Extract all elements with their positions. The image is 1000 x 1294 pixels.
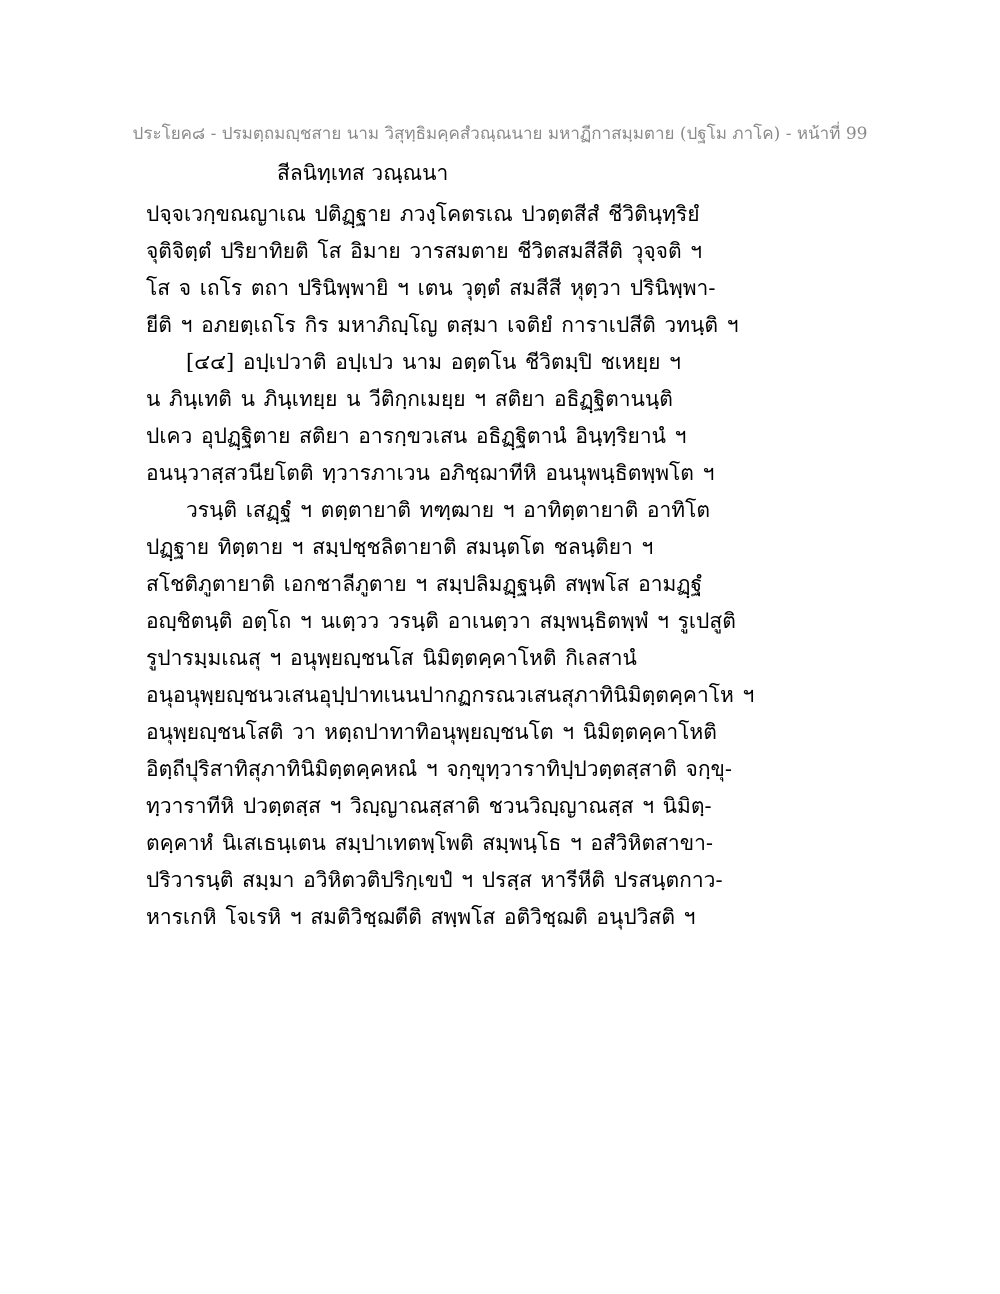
text-line: หารเกหิ โจเรหิ ฯ สมติวิชฺฌตีติ สพฺพโส อติวิชฺฌติ อนุปวิสติ ฯ [146, 905, 696, 929]
running-header: ประโยค๘ - ปรมตฺถมญฺชสาย นาม วิสุทฺธิมคฺคสํวณฺณนาย มหาฏีกาสมฺมตาย (ปฐโม ภาโค) - หน้าที่ 99 [132, 124, 868, 144]
text-line: จุติจิตฺตํ ปริยาทิยติ โส อิมาย วารสมตาย ชีวิตสมสีสีติ วุจฺจติ ฯ [146, 239, 703, 263]
text-line: อนุอนุพฺยญฺชนวเสนอุปฺปาทเนนปากฏกรณวเสนสุภาทินิมิตฺตคฺคาโห ฯ [146, 683, 755, 707]
text-line: อญฺชิตนฺติ อตฺโถ ฯ นเตฺวว วรนฺติ อาเนตฺวา สมฺพนฺธิตพฺพํ ฯ รูเปสูติ [146, 609, 736, 633]
text-line: ปริวารนฺติ สมฺมา อวิหิตวติปริกฺเขปํ ฯ ปรสฺส หารีหีติ ปรสนฺตกาว- [146, 868, 723, 892]
text-line: ปฏฺฐาย ทิตฺตาย ฯ สมฺปชฺชลิตายาติ สมนฺตโต ชลนฺติยา ฯ [146, 535, 654, 559]
text-line: อนุพฺยญฺชนโสติ วา หตฺถปาทาทิอนุพฺยญฺชนโต ฯ นิมิตฺตคฺคาโหติ [146, 720, 717, 744]
text-line: อิตฺถีปุริสาทิสุภาทินิมิตฺตคฺคหณํ ฯ จกฺขุทฺวาราทิปฺปวตฺตสฺสาติ จกฺขุ- [146, 757, 733, 781]
text-line: อนนฺวาสฺสวนียโตติ ทฺวารภาเวน อภิชฺฌาทีหิ อนนุพนฺธิตพฺพโต ฯ [146, 461, 715, 485]
text-line: ทฺวาราทีหิ ปวตฺตสฺส ฯ วิญฺญาณสฺสาติ ชวนวิญฺญาณสฺส ฯ นิมิตฺ- [146, 794, 712, 818]
text-line: รูปารมฺมเณสุ ฯ อนุพฺยญฺชนโส นิมิตฺตคฺคาโหติ กิเลสานํ [146, 646, 637, 670]
text-line: โส จ เถโร ตถา ปรินิพฺพายิ ฯ เตน วุตฺตํ สมสีสี หุตฺวา ปรินิพฺพา- [146, 276, 716, 300]
text-line: ปเคว อุปฏฺฐิตาย สติยา อารกฺขวเสน อธิฏฺฐิตานํ อินฺทฺริยานํ ฯ [146, 424, 687, 448]
paragraph-first-line: วรนฺติ เสฏฺฐํ ฯ ตตฺตายาติ ทฑฺฒาย ฯ อาทิตฺตายาติ อาทิโต [186, 498, 711, 522]
body-text [146, 196, 755, 936]
text-line: สโชติภูตายาติ เอกชาลีภูตาย ฯ สมฺปลิมฏฺฐนฺติ สพฺพโส อามฏฺฐํ [146, 572, 703, 596]
text-line: น ภินฺเทติ น ภินฺเทยฺย น วีติกฺกเมยฺย ฯ สติยา อธิฏฺฐิตานนฺติ [146, 387, 673, 411]
text-line: ตคฺคาหํ นิเสเธนฺเตน สมฺปาเทตพฺโพติ สมฺพนฺโธ ฯ อสํวิหิตสาขา- [146, 831, 713, 855]
text-line: ยีติ ฯ อภยตฺเถโร กิร มหาภิญฺโญ ตสฺมา เจติยํ การาเปสีติ วทนฺติ ฯ [146, 313, 739, 337]
paragraph-first-line: [๔๔] อปฺเปวาติ อปฺเปว นาม อตฺตโน ชีวิตมฺปิ ชเหยฺย ฯ [186, 350, 681, 374]
text-line: ปจฺจเวกฺขณญาเณ ปติฏฺฐาย ภวงฺโคตรเณ ปวตฺตสีสํ ชีวิตินฺทฺริยํ [146, 202, 700, 226]
section-title: สีลนิทฺเทส วณฺณนา [277, 161, 449, 185]
